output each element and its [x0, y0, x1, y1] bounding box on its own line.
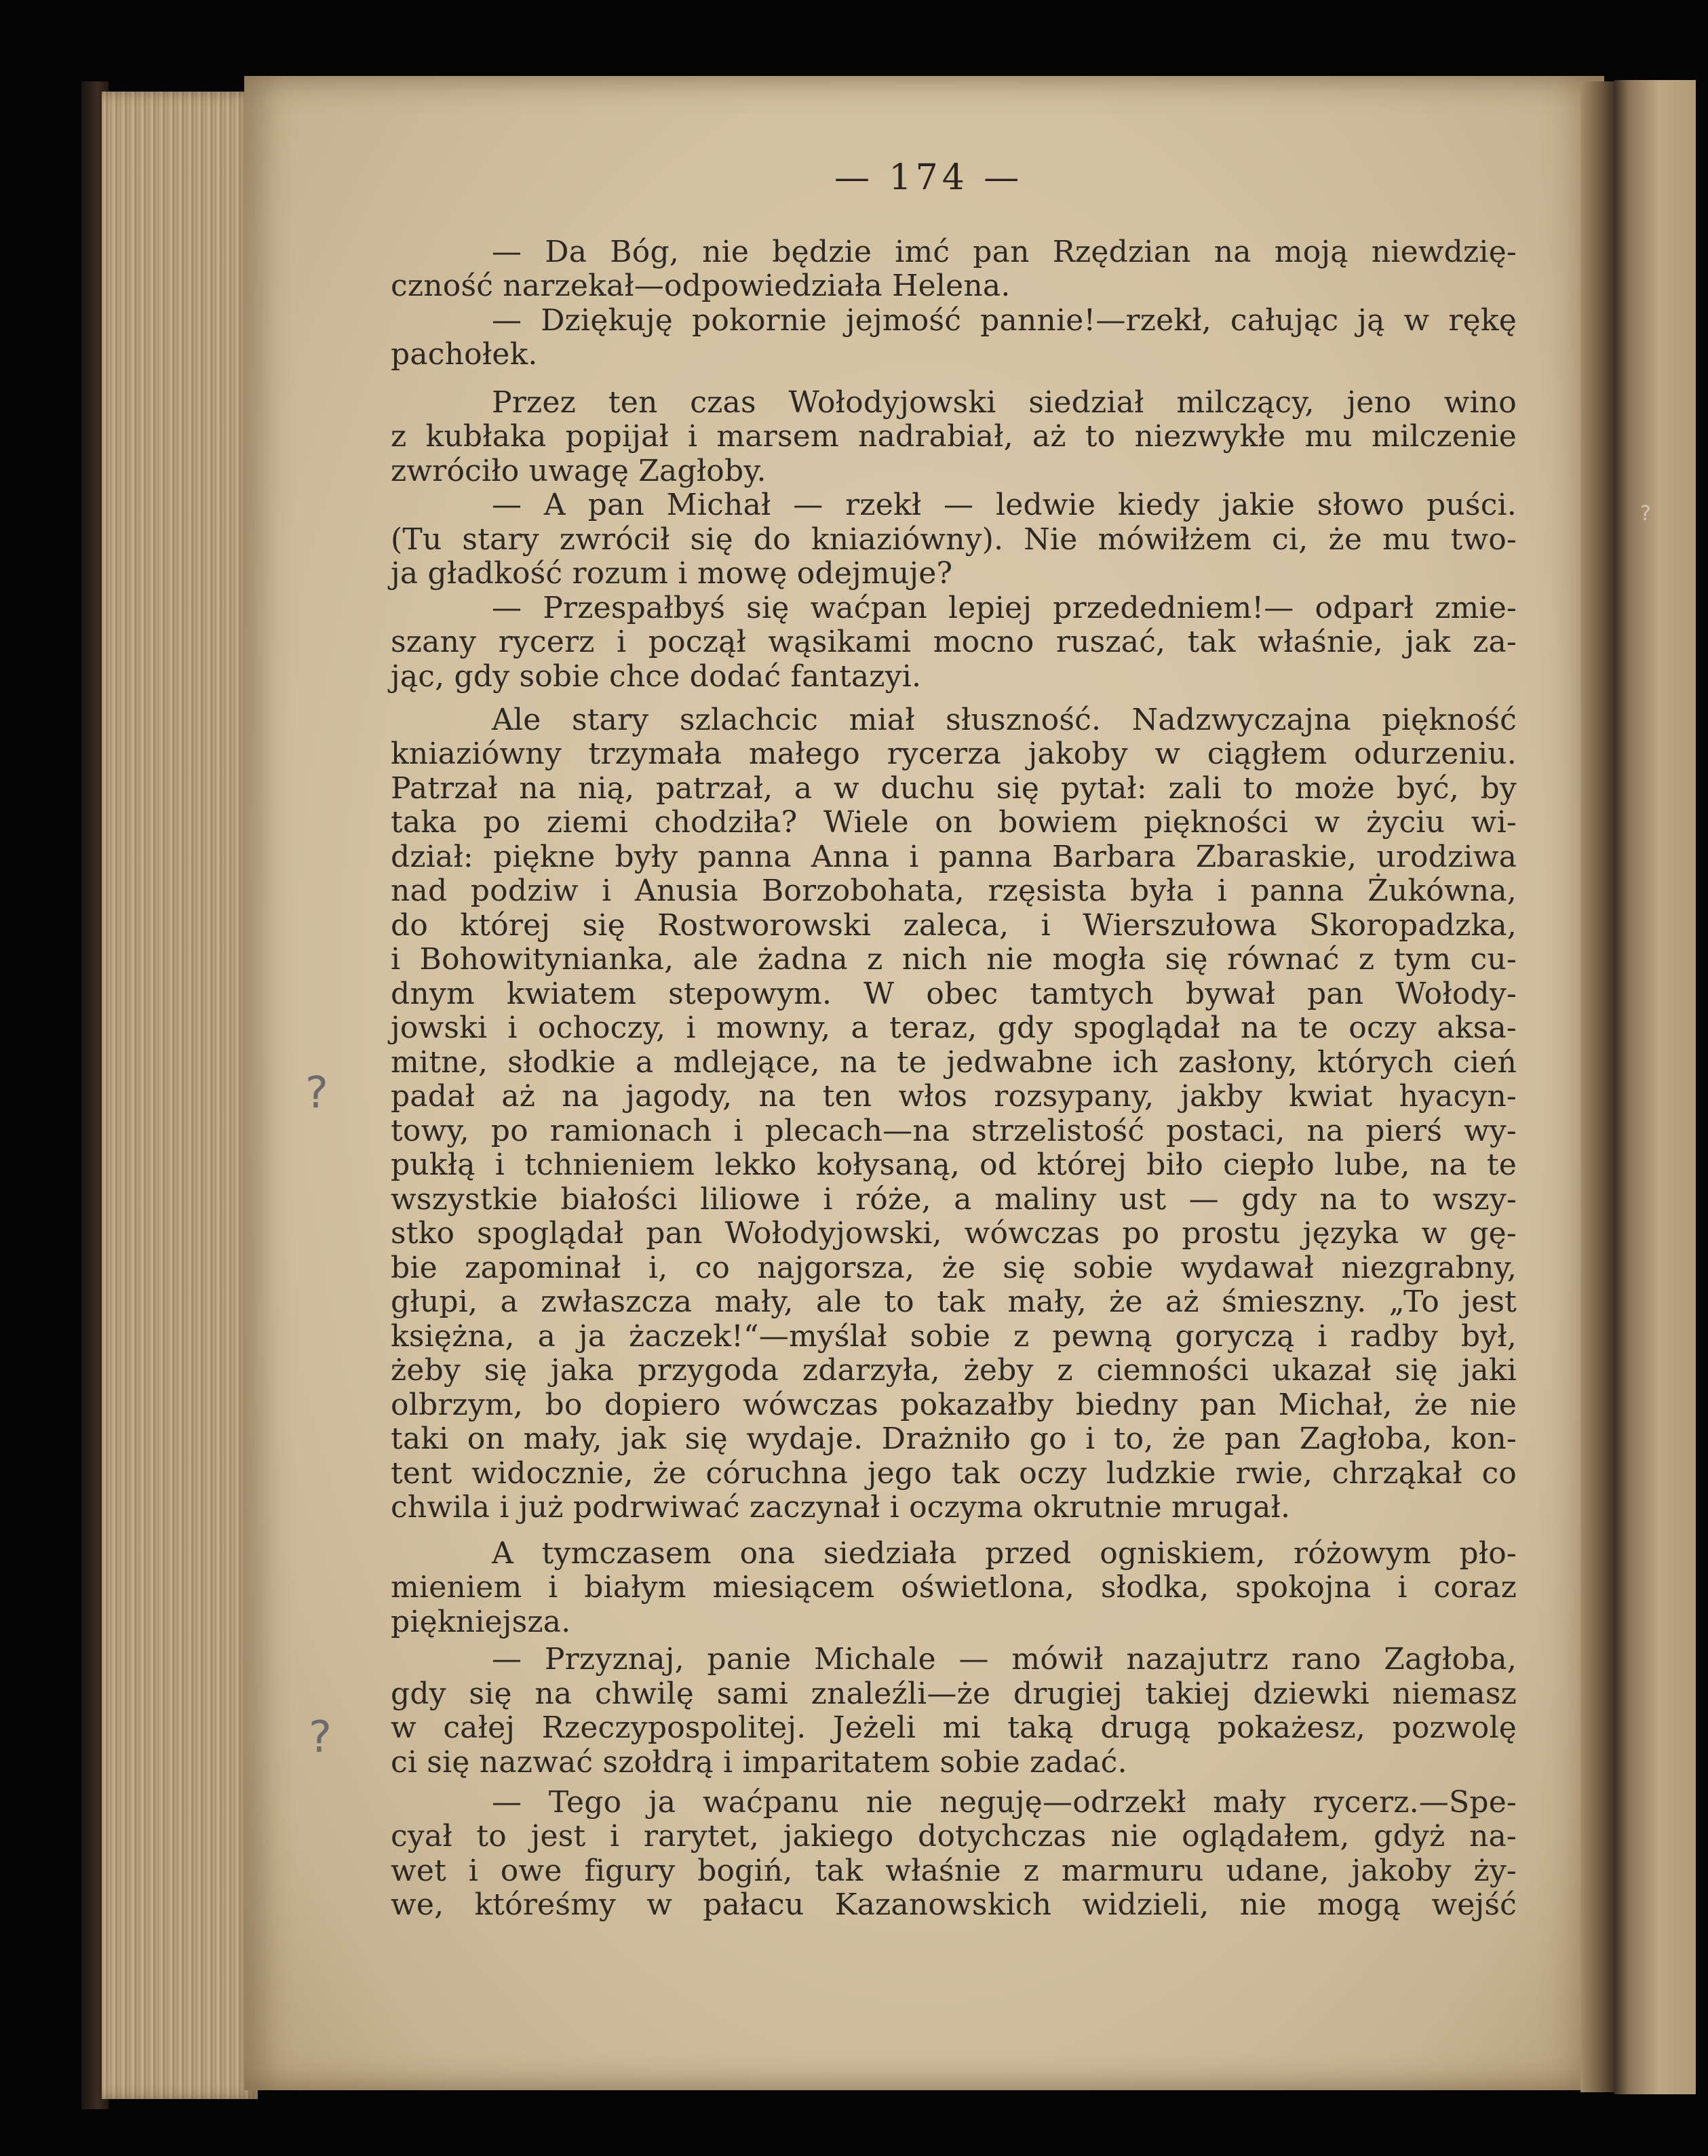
text-line: — Dziękuję pokornie jejmość pannie!—rzekł, całując ją w rękę	[492, 303, 1517, 338]
text-line: — Przyznaj, panie Michale — mówił nazajutrz rano Zagłoba,	[492, 1642, 1517, 1677]
text-line: cyał to jest i rarytet, jakiego dotychczas nie oglądałem, gdyż na-	[391, 1819, 1517, 1854]
text-line: do której się Rostworowski zaleca, i Wierszułowa Skoropadzka,	[391, 908, 1517, 943]
text-line: — A pan Michał — rzekł — ledwie kiedy jakie słowo puści.	[492, 488, 1517, 522]
text-line: Przez ten czas Wołodyjowski siedział milczący, jeno wino	[492, 385, 1517, 420]
text-line: piękniejsza.	[391, 1605, 571, 1639]
pencil-mark-icon: ?	[1640, 502, 1651, 526]
text-line: czność narzekał—odpowiedziała Helena.	[391, 269, 1011, 303]
text-line: chwila i już podrwiwać zaczynał i oczyma okrutnie mrugał.	[391, 1490, 1291, 1525]
text-line: gdy się na chwilę sami znaleźli—że drugiej takiej dziewki niemasz	[391, 1677, 1517, 1711]
text-line: taki on mały, jak się wydaje. Drażniło go i to, że pan Zagłoba, kon-	[391, 1422, 1517, 1456]
text-line: stko spoglądał pan Wołodyjowski, wówczas po prostu języka w gę-	[391, 1216, 1517, 1251]
text-line: z kubłaka popijał i marsem nadrabiał, aż to niezwykłe mu milczenie	[391, 419, 1517, 454]
text-line: Ale stary szlachcic miał słuszność. Nadzwyczajna piękność	[492, 703, 1517, 737]
text-line: A tymczasem ona siedziała przed ogniskiem, różowym pło-	[492, 1536, 1517, 1571]
text-line: ja gładkość rozum i mowę odejmuje?	[391, 556, 953, 591]
text-line: mitne, słodkie a mdlejące, na te jedwabne ich zasłony, których cień	[391, 1045, 1517, 1080]
text-line: padał aż na jagody, na ten włos rozsypany, jakby kwiat hyacyn-	[391, 1079, 1517, 1114]
text-line: jąc, gdy sobie chce dodać fantazyi.	[391, 659, 922, 694]
text-line: tent widocznie, że córuchna jego tak oczy ludzkie rwie, chrząkał co	[391, 1456, 1517, 1491]
text-line: — Przespałbyś się waćpan lepiej przededniem!— odparł zmie-	[492, 591, 1517, 625]
text-line: kniaziówny trzymała małego rycerza jakoby w ciągłem odurzeniu.	[391, 737, 1517, 771]
text-line: mieniem i białym miesiącem oświetlona, słodka, spokojna i coraz	[391, 1570, 1517, 1605]
text-line: pachołek.	[391, 337, 538, 372]
stacked-page-edges	[102, 92, 258, 2099]
text-line: dział: piękne były panna Anna i panna Barbara Zbaraskie, urodziwa	[391, 840, 1517, 874]
text-line: dnym kwiatem stepowym. W obec tamtych bywał pan Wołody-	[391, 977, 1517, 1011]
page-number: — 174 —	[834, 157, 1024, 198]
text-line: olbrzym, bo dopiero wówczas pokazałby biedny pan Michał, że nie	[391, 1388, 1517, 1422]
text-line: — Tego ja waćpanu nie neguję—odrzekł mały rycerz.—Spe-	[492, 1785, 1517, 1820]
text-line: nad podziw i Anusia Borzobohata, rzęsista była i panna Żukówna,	[391, 874, 1517, 908]
text-line: we, któreśmy w pałacu Kazanowskich widzieli, nie mogą wejść	[391, 1887, 1517, 1922]
text-line: w całej Rzeczypospolitej. Jeżeli mi taką drugą pokażesz, pozwolę	[391, 1710, 1517, 1745]
text-line: bie zapominał i, co najgorsza, że się sobie wydawał niezgrabny,	[391, 1251, 1517, 1285]
text-line: jowski i ochoczy, i mowny, a teraz, gdy spoglądał na te oczy aksa-	[391, 1011, 1517, 1045]
text-line: i Bohowitynianka, ale żadna z nich nie mogła się równać z tym cu-	[391, 942, 1517, 977]
text-line: — Da Bóg, nie będzie imć pan Rzędzian na moją niewdzię-	[492, 235, 1517, 269]
text-line: (Tu stary zwrócił się do kniaziówny). Nie mówiłżem ci, że mu two-	[391, 522, 1517, 557]
text-line: ci się nazwać szołdrą i imparitatem sobie zadać.	[391, 1745, 1127, 1780]
text-line: towy, po ramionach i plecach—na strzelistość postaci, na pierś wy-	[391, 1114, 1517, 1148]
text-line: taka po ziemi chodziła? Wiele on bowiem piękności w życiu wi-	[391, 805, 1517, 840]
text-line: żeby się jaka przygoda zdarzyła, żeby z ciemności ukazał się jaki	[391, 1353, 1517, 1388]
next-page-edge	[1614, 80, 1696, 2094]
text-line: szany rycerz i począł wąsikami mocno ruszać, tak właśnie, jak za-	[391, 625, 1517, 659]
text-line: zwróciło uwagę Zagłoby.	[391, 454, 766, 488]
text-line: pukłą i tchnieniem lekko kołysaną, od której biło ciepło lube, na te	[391, 1148, 1517, 1182]
pencil-mark-icon: ?	[305, 1068, 328, 1118]
pencil-mark-icon: ?	[309, 1712, 332, 1763]
text-line: wet i owe figury bogiń, tak właśnie z marmuru udane, jakoby ży-	[391, 1854, 1517, 1888]
text-line: głupi, a zwłaszcza mały, ale to tak mały, że aż śmieszny. „To jest	[391, 1285, 1517, 1319]
text-line: księżna, a ja żaczek!“—myślał sobie z pewną goryczą i radby był,	[391, 1319, 1517, 1354]
text-line: wszystkie białości liliowe i róże, a maliny ust — gdy na to wszy-	[391, 1182, 1517, 1217]
text-line: Patrzał na nią, patrzał, a w duchu się pytał: zali to może być, by	[391, 771, 1517, 806]
